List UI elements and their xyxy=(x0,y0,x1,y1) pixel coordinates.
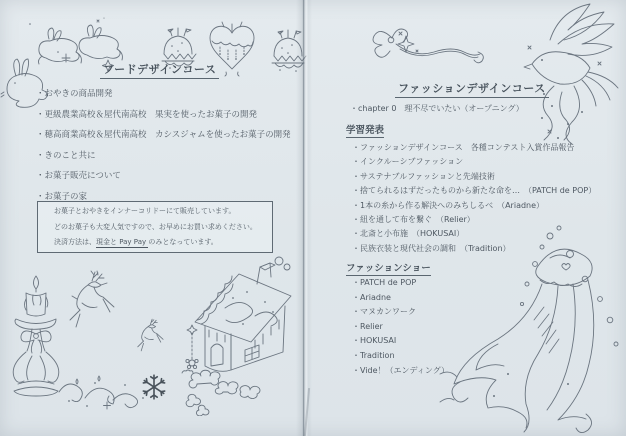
study-section-heading: 学習発表 xyxy=(346,122,384,138)
list-item: ・穂高商業高校＆屋代南高校 カシスジャムを使ったお菓子の開発 xyxy=(36,130,291,141)
ribbon-bow-icon xyxy=(366,22,488,72)
list-item: ・Tradition xyxy=(352,350,395,360)
page-fold-shadow xyxy=(296,0,312,436)
list-item: ・更級農業高校＆屋代南高校 果実を使ったお菓子の開発 xyxy=(36,109,258,120)
list-item: ・Ariadne xyxy=(352,292,391,302)
payment-methods-underlined: 現金と Pay Pay xyxy=(96,238,149,246)
sales-notice-box xyxy=(37,201,273,253)
list-item: ・HOKUSAI xyxy=(352,336,397,346)
list-item: ・きのこと共に xyxy=(36,150,96,161)
show-section-heading: ファッションショー xyxy=(346,260,431,276)
food-course-title: フードデザインコース xyxy=(100,61,219,79)
list-item: ・1本の糸から作る解決へのみちしるべ （Ariadne） xyxy=(352,200,545,210)
food-course-list xyxy=(36,84,291,208)
notice-line-2: どのお菓子も大変人気ですので、お早めにお買い求めください。 xyxy=(54,222,257,231)
list-item: ・PATCH de POP xyxy=(352,278,417,287)
opening-item: ・chapter 0 理不尽でいたい（オープニング） xyxy=(350,104,524,113)
notice-line-1: お菓子とおやきをインナーコリドーにて販売しています。 xyxy=(54,207,236,215)
show-list xyxy=(352,276,449,378)
list-item: ・お菓子販売について xyxy=(36,171,121,182)
list-item: ・捨てられるはずだったものから新たな命を… （PATCH de POP） xyxy=(352,186,597,196)
list-item: ・サステナブルファッションと先端技術 xyxy=(352,171,495,181)
list-item: ・北斎と小布施 （HOKUSAI） xyxy=(352,229,465,239)
list-item: ・おやきの商品開発 xyxy=(36,89,113,99)
flying-bird-icon xyxy=(498,2,626,150)
page-fold-line xyxy=(303,0,304,436)
reindeer-icon xyxy=(62,270,124,336)
list-item: ・ファッションデザインコース 各種コンテスト入賞作品報告 xyxy=(352,143,575,152)
list-item: ・紐を通して布を繋ぐ （Relier） xyxy=(352,214,475,224)
list-item: ・民族衣装と現代社会の調和 （Tradition） xyxy=(352,243,511,253)
flowing-dress-icon xyxy=(438,224,626,436)
notice-line-3: 決済方法は、現金と Pay Pay のみとなっています。 xyxy=(54,238,218,246)
list-item: ・お菓子の家 xyxy=(36,191,88,202)
list-item: ・Relier xyxy=(352,321,383,331)
fashion-course-title: ファッションデザインコース xyxy=(395,80,549,98)
list-item: ・Vide！（エンディング） xyxy=(352,365,449,375)
small-reindeer-icon xyxy=(131,318,171,356)
swirl-garland-icon xyxy=(55,370,150,410)
list-item: ・マヌカンワーク xyxy=(352,307,416,317)
list-item: ・インクルーシブファッション xyxy=(352,157,464,167)
